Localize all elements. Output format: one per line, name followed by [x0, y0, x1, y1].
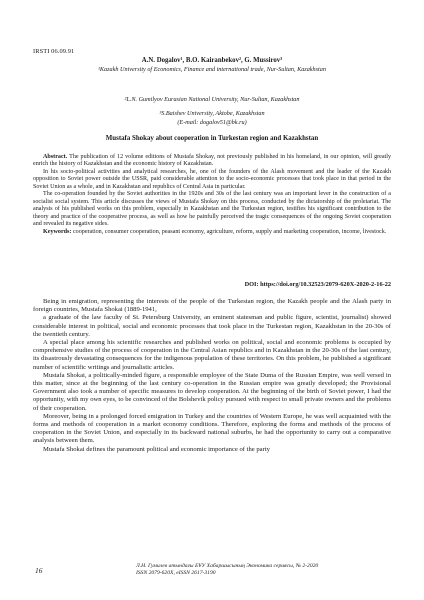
journal-issn: ISSN 2079-620X, eISSN 2617-3190 [136, 569, 216, 576]
journal-name: Л.Н. Гумилев атындағы ЕҰУ Хабаршысының Экономика сериясы, № 2-2020 [136, 563, 319, 569]
body-paragraph-3: A special place among his scientific researches and published works on political, social and economic problems is occupied by comprehensive studies of the process of cooperation in the Central Asian republics and in Kazakhstan in the 20-30s of the last century, its disastrously devastating consequences for the indigenous population of these territories. On this problem, he published a significant number of scientific writings and journalistic articles. [33, 339, 391, 371]
abstract-section [33, 154, 391, 236]
body-paragraph-4: Mustafa Shokai, a politically-minded figure, a responsible employee of the State Duma of the Russian Empire, was well versed in this matter, since at the beginning of the last century co-operation in the Russian empire was greatly developed; the Provisional Government also took a number of specific measures to develop cooperation. At the beginning of the birth of Soviet power, I had the opportunity, with my own eyes, to be convinced of the Bolshevik policy pursued with respect to small private owners and the problems of their cooperation. [33, 371, 391, 412]
body-paragraph-2: a graduate of the law faculty of St. Petersburg University, an eminent statesman and public figure, scientist, journalist) showed considerable interest in political, social and economic processes that took place in the Turkestan region, Kazakhstan in the 20-30s of the twentieth century. [33, 314, 391, 338]
abstract-paragraph-3: The co-operation founded by the Soviet authorities in the 1920s and 30s of the last century was an important lever in the construction of a socialist social system. This article discusses the views of Mustafa Shokay on this process, conducted by the dictatorship of the proletariat. The analysis of his published works on this problem, especially in Kazakhstan and the Turkestan region, testifies his significant contribution to the theory and practice of the cooperative process, as well as how he painfully perceived the tragic consequences of the ongoing Soviet cooperation and revealed its negative sides. [33, 191, 391, 228]
page-number: 16 [35, 566, 43, 575]
author-email: (E-mail: dogalov51@bk.ru) [177, 119, 247, 126]
keywords-label: Keywords: [43, 228, 72, 235]
abstract-label: Abstract. [43, 154, 68, 160]
affiliation-3: ³S.Baishev University, Aktobe, Kazakhstan [159, 110, 265, 117]
doi-link[interactable]: DOI: https://doi.org/10.32523/2079-620X-2020-2-16-22 [244, 281, 391, 288]
article-title: Mustafa Shokay about cooperation in Turkestan region and Kazakhstan [105, 135, 319, 142]
keywords-paragraph [33, 229, 391, 236]
body-paragraph-6: Mustafa Shokai defines the paramount political and economic importance of the party [43, 445, 270, 453]
abstract-paragraph-1 [33, 154, 391, 169]
affiliation-2: ²L.N. Gumilyov Eurasian National University, Nur-Sultan, Kazakhstan [124, 96, 300, 103]
journal-footer [136, 563, 318, 577]
affiliation-1: ¹Kazakh University of Economics, Finance and international trade, Nur-Sultan, Kazakhstan [98, 66, 326, 73]
abstract-text-1: The publication of 12 volume editions of Mustafa Shokay, not previously published in his homeland, in our opinion, will greatly enrich the history of Kazakhstan and the economic history of Kazakhstan. [33, 154, 391, 168]
paper-page [33, 0, 391, 600]
irsti-code: IRSTI 06.09.91 [33, 48, 75, 55]
author-list: A.N. Dogalov¹, B.O. Kairanbekov², G. Mussirov³ [141, 57, 283, 64]
body-paragraph-5: Moreover, being in a prolonged forced emigration in Turkey and the countries of Western Europe, he was well acquainted with the forms and methods of cooperation in a market economy conditions. Therefore, exploring the forms and methods of the process of cooperation in the Soviet Union, and especially in its backward national suburbs, he had the opportunity to carry out a comparative analysis between them. [33, 412, 391, 445]
body-text [33, 298, 391, 454]
abstract-paragraph-2: In his socio-political activities and analytical researches, he, one of the founders of the Alash movement and the leader of the Kazakh opposition to Soviet power outside the USSR, paid considerable attention to the socio-economic processes that took place in that period in the Soviet Union as a whole, and in Kazakhstan and republics of Central Asia in particular. [33, 168, 391, 190]
body-paragraph-1: Being in emigration, representing the interests of the people of the Turkestan region, the Kazakh people and the Alash party in foreign countries, Mustafa Shokai (1889-1941, [33, 298, 391, 314]
keywords-text: cooperation, consumer cooperation, peasant economy, agriculture, reform, supply and marketing cooperation, income, livestock. [72, 228, 387, 235]
